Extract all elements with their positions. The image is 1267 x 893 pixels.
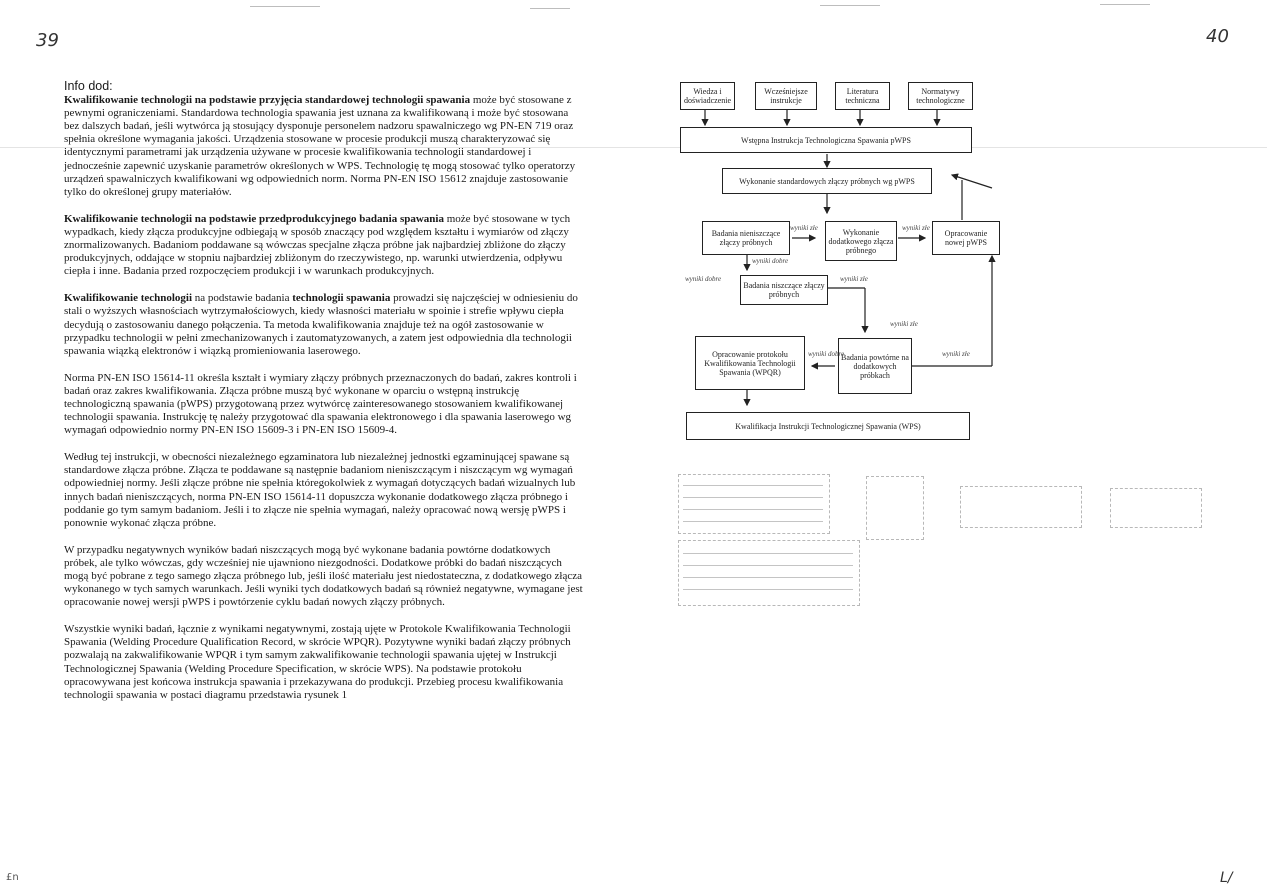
- faded-thumbnail-joint: [1110, 488, 1202, 528]
- box-destructive-tests: Badania niszczące złączy próbnych: [740, 275, 828, 305]
- scan-line-top: [530, 8, 570, 9]
- label-good-results: wyniki dobre: [752, 257, 789, 265]
- box-knowledge: Wiedza i doświadczenie: [680, 82, 735, 110]
- label-bad-results: wyniki złe: [902, 224, 930, 232]
- box-new-pwps: Opracowanie nowej pWPS: [932, 221, 1000, 255]
- scan-line-top: [1100, 4, 1150, 5]
- faded-thumbnail-table: [678, 474, 830, 534]
- qualification-flow-diagram: [640, 70, 1000, 450]
- box-ndt: Badania nieniszczące złączy próbnych: [702, 221, 790, 255]
- info-heading: Info dod:: [64, 79, 113, 93]
- faded-thumbnail-joint: [960, 486, 1082, 528]
- paragraph-2: Kwalifikowanie technologii na podstawie przedprodukcyjnego badania spawania może być stosowane w tych wypadkach, kiedy złącza produkcyjne odbiegają w sposób znaczący pod względem kształtu i wymiarów od złączy znormalizowanych. Badaniom poddawane są wówczas specjalne złącza próbne jak najbardziej zbliżone do złączy produkcyjnych, oddające w stopniu najbardziej zbliżonym do rzeczywistego, np. warunki utwierdzenia, odpływu ciepła i inne. Badania przed rozpoczęciem produkcji i w warunkach produkcyjnych.: [64, 212, 571, 278]
- label-good-results: wyniki dobre: [808, 350, 845, 358]
- box-standards: Normatywy technologiczne: [908, 82, 973, 110]
- box-literature: Literatura techniczna: [835, 82, 890, 110]
- scan-line-top: [820, 5, 880, 6]
- page-number-left: 39: [36, 30, 59, 51]
- paragraph-3: Kwalifikowanie technologii na podstawie badania technologii spawania prowadzi się najczęściej w odniesieniu do stali o wyższych własnościach wytrzymałościowych, kiedy własności materiału w spoinie i strefie wpływu ciepła decydują o zastosowaniu danego połączenia. Ta metoda kwalifikowania znajduje też na ogół zastosowanie w przypadku technologii w pełni zmechanizowanych i zautomatyzowanych, a zatem jest odpowiednia dla technologii spawania wiązką elektronów i wiązką promieniowania laserowego.: [64, 292, 578, 357]
- scan-line-top: [250, 6, 320, 7]
- box-wps: Kwalifikacja Instrukcji Technologicznej Spawania (WPS): [686, 412, 970, 440]
- page-number-right: 40: [1206, 26, 1229, 47]
- box-wpqr: Opracowanie protokołu Kwalifikowania Technologii Spawania (WPQR): [695, 336, 805, 390]
- faded-thumbnail-figure: [866, 476, 924, 540]
- paragraph-4: Norma PN-EN ISO 15614-11 określa kształt i wymiary złączy próbnych przeznaczonych do badań, zakres kontroli i badań oraz zakres kwalifikowania. Złącza próbne muszą być wykonane w oparciu o wstępną instrukcję technologiczną spawania (pWPS) przygotowaną przez wytwórcę zainteresowanego stosowaniem kwalifikowanej technologii spawania. Instrukcję tę należy przygotować dla spawania elektronowego i dla spawania laserowego wg wymagań odpowiednio normy PN-EN ISO 15609-3 i PN-EN ISO 15609-4.: [64, 371, 577, 437]
- paragraph-6: W przypadku negatywnych wyników badań niszczących mogą być wykonane badania powtórne dodatkowych próbek, ale tylko wówczas, gdy wcześniej nie ujawniono niezgodności. Dodatkowe próbki do badań niszczących mogą być pobrane z tego samego złącza próbnego lub, jeśli ilość materiału jest niedostateczna, z dodatkowego złącza wykonanego w tych samych warunkach. Jeśli wyniki tych dodatkowych badań są również negatywne, wymagane jest opracowanie nowej wersji pWPS i powtórzenie cyklu badań nowych złączy próbnych.: [64, 543, 583, 609]
- label-bad-results: wyniki złe: [840, 275, 868, 283]
- box-retest: Badania powtórne na dodatkowych próbkach: [838, 338, 912, 394]
- box-execute-test-joints: Wykonanie standardowych złączy próbnych wg pWPS: [722, 168, 932, 194]
- corner-mark-right: L/: [1220, 870, 1233, 886]
- text-column: [64, 80, 584, 716]
- box-extra-test-joint: Wykonanie dodatkowego złącza próbnego: [825, 221, 897, 261]
- label-bad-results: wyniki złe: [890, 320, 918, 328]
- label-good-results: wyniki dobre: [685, 275, 722, 283]
- label-bad-results: wyniki złe: [790, 224, 818, 232]
- label-bad-results: wyniki złe: [942, 350, 970, 358]
- faded-thumbnail-text: [678, 540, 860, 606]
- paragraph-7: Wszystkie wyniki badań, łącznie z wynikami negatywnymi, zostają ujęte w Protokole Kwalifikowania Technologii Spawania (Welding Procedure Qualification Record, w skrócie WPQR). Pozytywne wyniki badań złączy próbnych pozwalają na zakwalifikowanie WPQR i tym samym zakwalifikowanie technologii spawania ujętej w Instrukcji Technologicznej Spawania (Welding Procedure Specification, w skrócie WPS). Na podstawie protokołu opracowywana jest końcowa instrukcja spawania i przekazywana do produkcji. Przebieg procesu kwalifikowania technologii spawania w postaci diagramu przedstawia rysunek 1: [64, 623, 571, 701]
- paragraph-1: Kwalifikowanie technologii na podstawie przyjęcia standardowej technologii spawania może być stosowane z pewnymi ograniczeniami. Standardowa technologia spawania jest uznana za kwalifikowaną i może być stosowana bez dalszych badań, jeśli wytwórca ją stosujący dysponuje personelem nadzoru spawalniczego wg PN-EN 719 oraz spełnia określone wymagania jakości. Urządzenia stosowane w procesie produkcji muszą charakteryzować się identycznymi parametrami jak urządzenia używane w procesie kwalifikowania technologii standardowej i jednocześnie zapewnić uzyskanie parametrów określonych w WPS. Technologię tę mogą stosować tylko operatorzy urządzeń spawalniczych kwalifikowani wg odpowiednich norm. Norma PN-EN ISO 15612 znajduje zastosowanie tylko do określonej grupy materiałów.: [64, 94, 576, 198]
- box-pwps: Wstępna Instrukcja Technologiczna Spawania pWPS: [680, 127, 972, 153]
- box-previous-instructions: Wcześniejsze instrukcje: [755, 82, 817, 110]
- corner-mark-left: £n: [6, 872, 19, 883]
- paragraph-5: Według tej instrukcji, w obecności niezależnego egzaminatora lub niezależnej jednostki egzaminującej spawane są standardowe złącza próbne. Złącza te poddawane są następnie badaniom nieniszczącym i niszczącym wg wymagań odpowiedniej normy. Jeśli złącze próbne nie spełnia któregokolwiek z wymagań dotyczących badań wizualnych lub innych badań nieniszczących, norma PN-EN ISO 15614-11 dopuszcza wykonanie dodatkowego złącza próbnego i poddanie go tym samym badaniom. Jeśli i to złącze nie spełnia wymagań, należy opracować nową wersję pWPS i ponownie wykonać złącza próbne.: [64, 451, 576, 529]
